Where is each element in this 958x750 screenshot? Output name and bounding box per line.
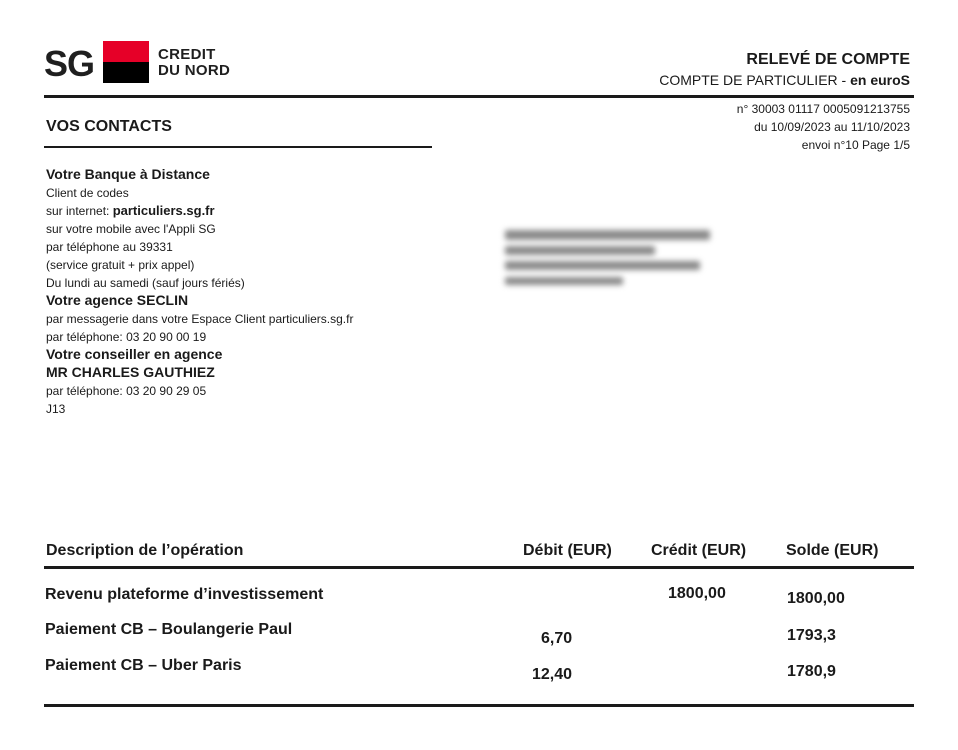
internet-site-link[interactable]: particuliers.sg.fr [112, 203, 215, 218]
account-number: n° 30003 01117 0005091213755 [736, 102, 910, 116]
table-header-divider [44, 566, 914, 569]
advisor-heading: Votre conseiller en agence [46, 346, 223, 362]
remote-phone: par téléphone au 39331 [46, 240, 173, 254]
subtitle-currency: en euroS [850, 72, 910, 88]
logo-sg-mark: SG [44, 43, 95, 84]
internet-line [46, 202, 215, 220]
logo-line-1: CREDIT [158, 46, 216, 63]
advisor-phone: par téléphone: 03 20 90 29 05 [46, 384, 207, 398]
logo-square-icon [103, 41, 149, 83]
logo-black-block [103, 62, 149, 83]
row-2-description: Paiement CB – Boulangerie Paul [45, 621, 293, 638]
mobile-line: sur votre mobile avec l'Appli SG [46, 222, 216, 236]
row-3-debit: 12,40 [532, 666, 573, 683]
logo-line-2: DU NORD [158, 62, 231, 79]
contacts-divider [44, 146, 432, 148]
row-2-balance: 1793,3 [787, 627, 836, 644]
column-header-credit: Crédit (EUR) [651, 542, 747, 559]
remote-bank-heading: Votre Banque à Distance [46, 166, 210, 182]
document-title: RELEVÉ DE COMPTE [746, 51, 910, 68]
subtitle-prefix: COMPTE DE PARTICULIER - [659, 72, 851, 88]
column-header-balance: Solde (EUR) [786, 542, 879, 559]
client-codes: Client de codes [46, 186, 129, 200]
statement-period: du 10/09/2023 au 11/10/2023 [754, 120, 910, 134]
row-2-debit: 6,70 [541, 630, 573, 647]
logo-red-block [103, 41, 149, 62]
row-3-balance: 1780,9 [787, 663, 836, 680]
internet-prefix: sur internet: [46, 204, 113, 218]
agency-phone: par téléphone: 03 20 90 00 19 [46, 330, 207, 344]
service-note: (service gratuit + prix appel) [46, 258, 195, 272]
column-header-debit: Débit (EUR) [523, 542, 612, 559]
advisor-name: MR CHARLES GAUTHIEZ [46, 364, 215, 380]
row-1-credit: 1800,00 [668, 585, 726, 602]
row-1-balance: 1800,00 [787, 590, 845, 607]
document-subtitle [659, 72, 910, 88]
dispatch-page: envoi n°10 Page 1/5 [801, 138, 910, 152]
row-1-description: Revenu plateforme d’investissement [45, 586, 324, 603]
row-3-description: Paiement CB – Uber Paris [45, 657, 242, 674]
column-header-description: Description de l’opération [46, 542, 244, 559]
contacts-title: VOS CONTACTS [46, 118, 172, 135]
redacted-address-block [505, 228, 715, 290]
header-divider [44, 95, 914, 98]
table-footer-divider [44, 704, 914, 707]
opening-hours: Du lundi au samedi (sauf jours fériés) [46, 276, 245, 290]
agency-messaging: par messagerie dans votre Espace Client particuliers.sg.fr [46, 312, 354, 326]
agency-heading: Votre agence SECLIN [46, 292, 189, 308]
advisor-code: J13 [46, 402, 66, 416]
logo-bank-name [158, 47, 230, 79]
